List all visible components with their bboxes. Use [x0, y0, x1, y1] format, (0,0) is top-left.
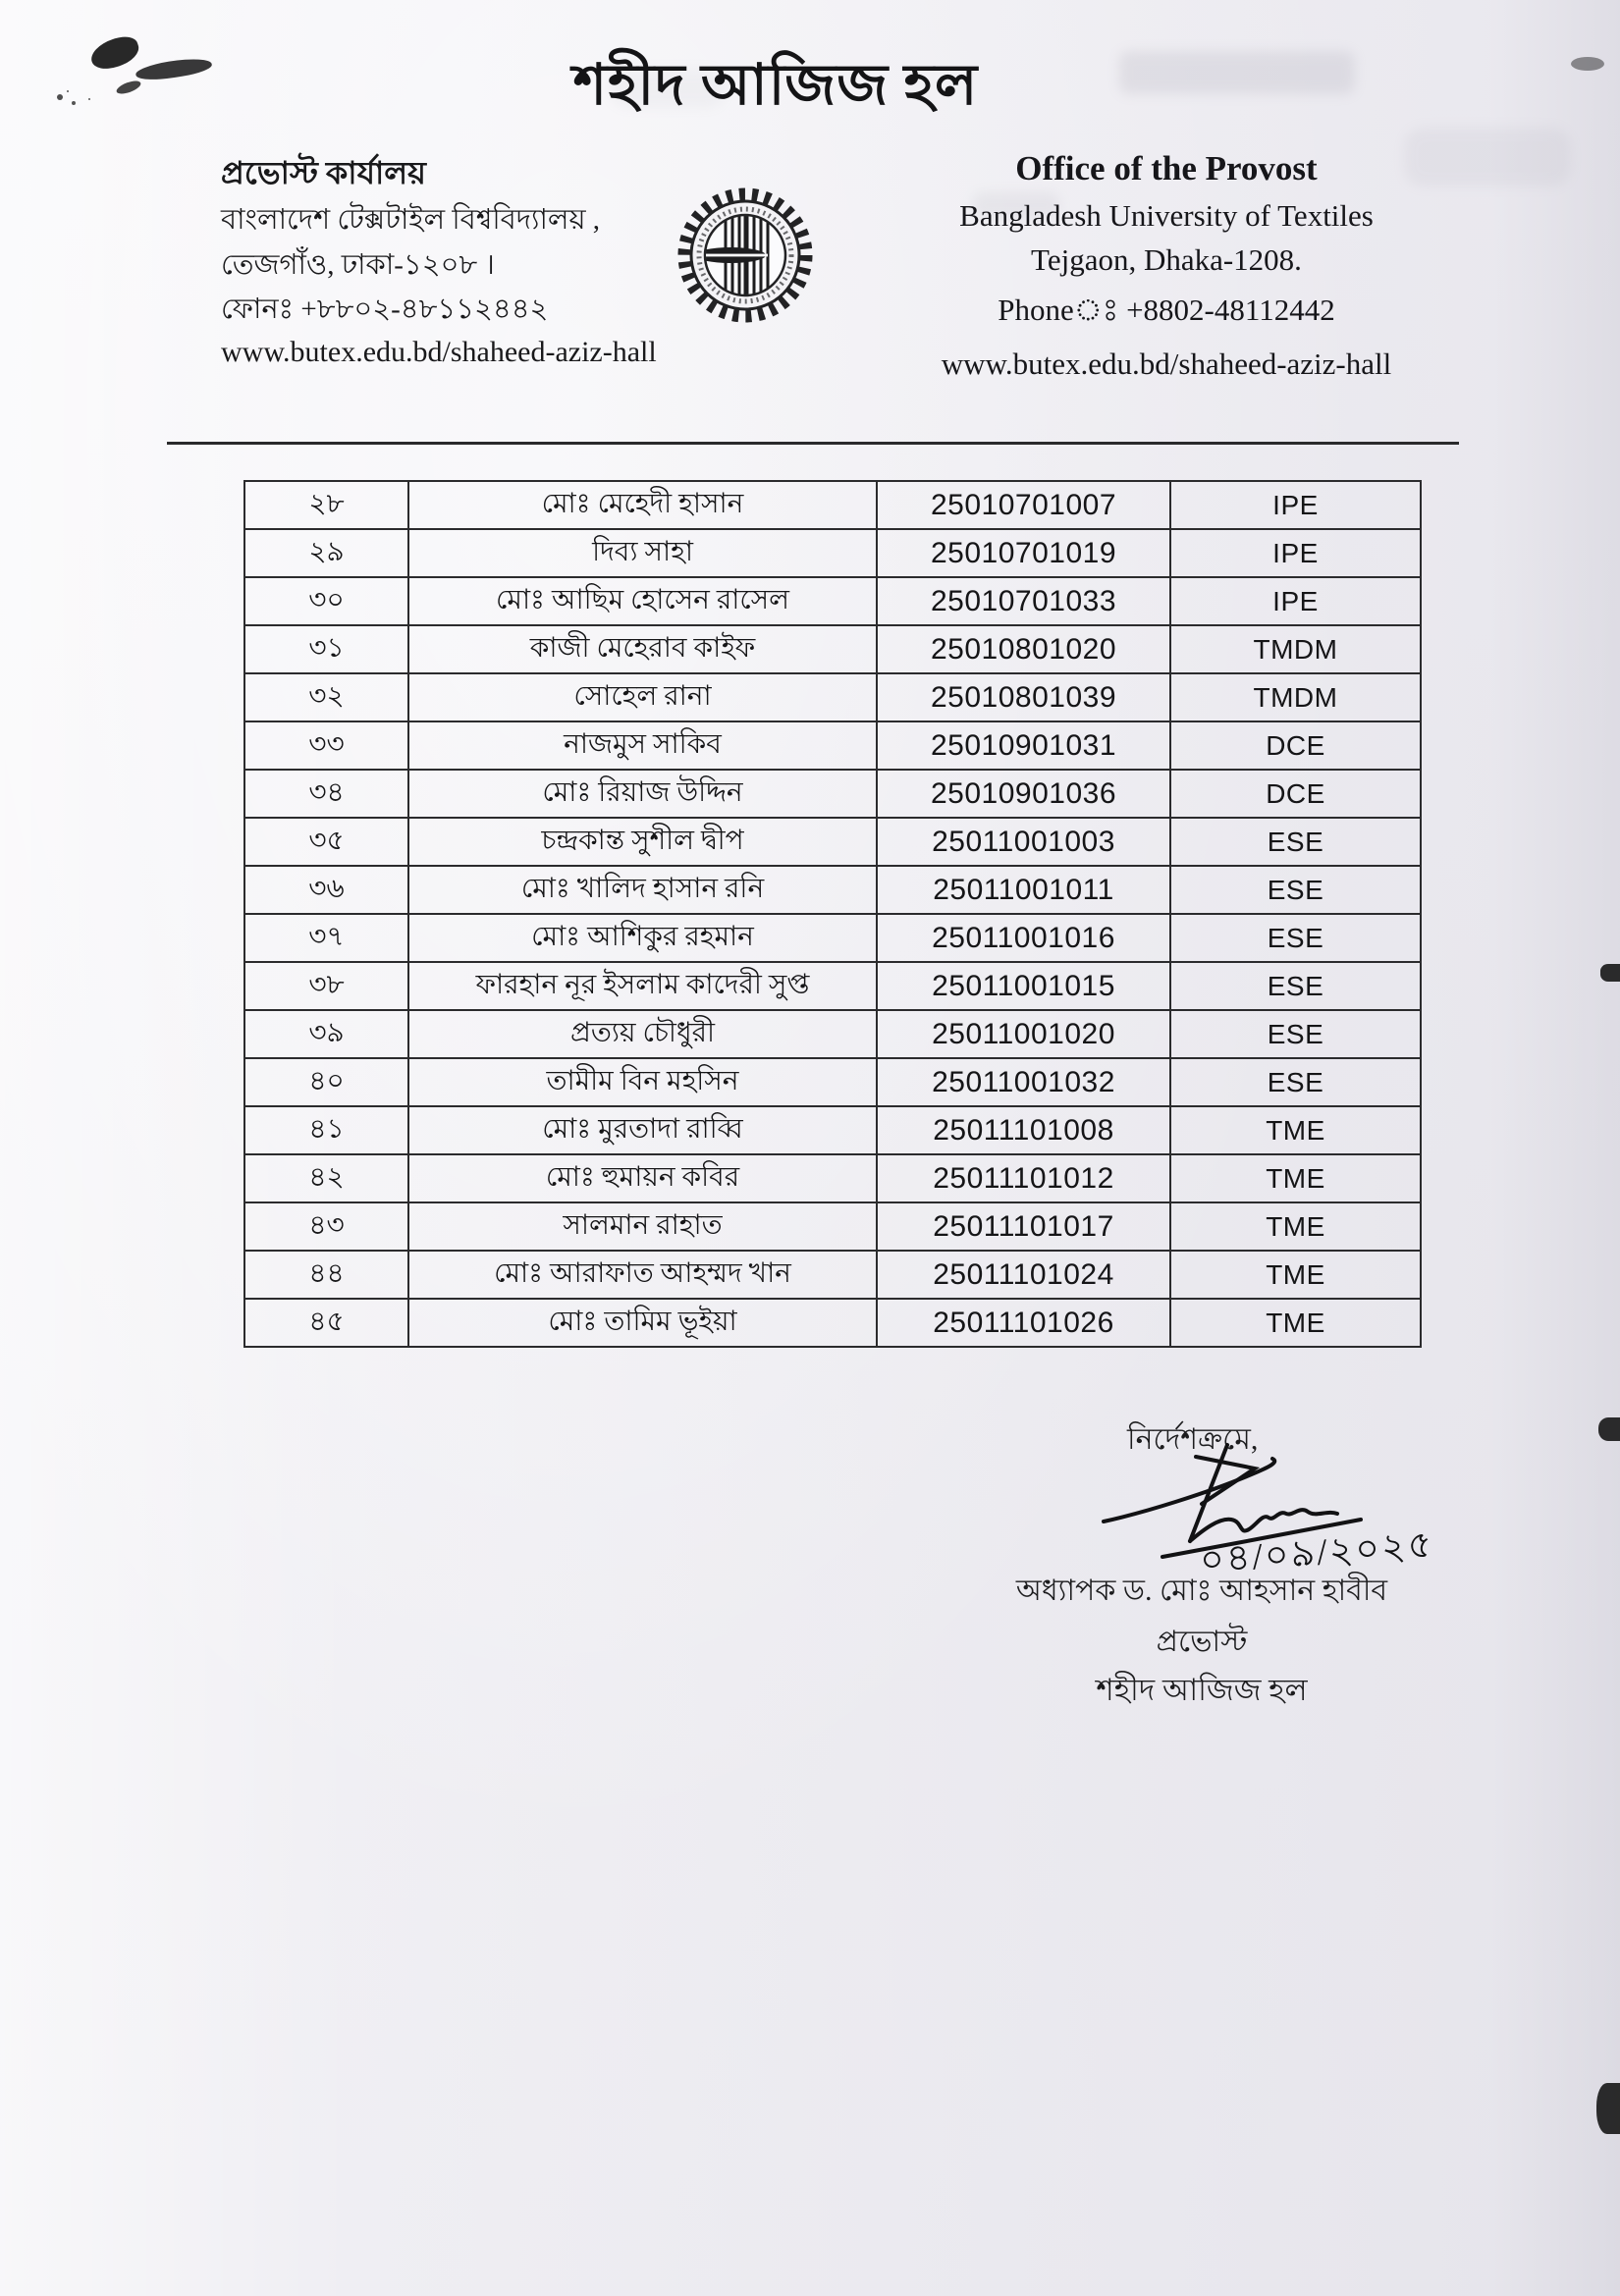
student-id-cell: 25010701007 [877, 481, 1170, 529]
address-bn: তেজগাঁও, ঢাকা-১২০৮ । [221, 249, 495, 281]
serial-cell: ৩২ [244, 673, 408, 721]
provost-office-label-bn: প্রভোস্ট কার্যালয় [221, 155, 426, 190]
website-url: www.butex.edu.bd/shaheed-aziz-hall [221, 336, 657, 368]
university-name-bn: বাংলাদেশ টেক্সটাইল বিশ্ববিদ্যালয় , [221, 204, 601, 236]
table-row [244, 721, 1421, 770]
serial-cell: ৩৪ [244, 770, 408, 818]
dept-cell: IPE [1170, 481, 1421, 529]
name-cell: কাজী মেহেরাব কাইফ [408, 625, 877, 673]
dept-cell: TMDM [1170, 625, 1421, 673]
table-row [244, 818, 1421, 866]
student-id-cell: 25010901036 [877, 770, 1170, 818]
student-id-cell: 25010801039 [877, 673, 1170, 721]
serial-cell: ৪৩ [244, 1202, 408, 1251]
dept-cell: ESE [1170, 1010, 1421, 1058]
header-divider-line [167, 442, 1459, 445]
serial-cell: ৪০ [244, 1058, 408, 1106]
letterhead-left-block [221, 157, 692, 367]
scan-artifact-smudge [1404, 128, 1571, 187]
table-row [244, 866, 1421, 914]
name-cell: মোঃ খালিদ হাসান রনি [408, 866, 877, 914]
dept-cell: TMDM [1170, 673, 1421, 721]
dept-cell: IPE [1170, 529, 1421, 577]
table-row [244, 962, 1421, 1010]
table-row [244, 1299, 1421, 1347]
dept-cell: DCE [1170, 721, 1421, 770]
name-cell: ফারহান নূর ইসলাম কাদেরী সুপ্ত [408, 962, 877, 1010]
student-id-cell: 25011001032 [877, 1058, 1170, 1106]
provost-name: অধ্যাপক ড. মোঃ আহসান হাবীব [1015, 1575, 1388, 1607]
table-row [244, 1154, 1421, 1202]
student-id-cell: 25011001020 [877, 1010, 1170, 1058]
name-cell: মোঃ তামিম ভূইয়া [408, 1299, 877, 1347]
serial-cell: ৩৬ [244, 866, 408, 914]
serial-cell: ৩০ [244, 577, 408, 625]
student-id-cell: 25011001003 [877, 818, 1170, 866]
table-row [244, 529, 1421, 577]
dept-cell: TME [1170, 1154, 1421, 1202]
dept-cell: TME [1170, 1202, 1421, 1251]
name-cell: নাজমুস সাকিব [408, 721, 877, 770]
serial-cell: ৩৯ [244, 1010, 408, 1058]
student-id-cell: 25011101012 [877, 1154, 1170, 1202]
name-cell: দিব্য সাহা [408, 529, 877, 577]
page-title: শহীদ আজিজ হল [572, 53, 979, 117]
dept-cell: ESE [1170, 914, 1421, 962]
letterhead-right-block [931, 149, 1402, 382]
serial-cell: ৩৩ [244, 721, 408, 770]
serial-cell: ৩৮ [244, 962, 408, 1010]
provost-office-label-en: Office of the Provost [1015, 149, 1318, 187]
serial-cell: ৩১ [244, 625, 408, 673]
name-cell: মোঃ হুমায়ন কবির [408, 1154, 877, 1202]
dept-cell: ESE [1170, 962, 1421, 1010]
university-name-en: Bangladesh University of Textiles [959, 198, 1374, 233]
table-row [244, 625, 1421, 673]
name-cell: সালমান রাহাত [408, 1202, 877, 1251]
serial-cell: ৩৫ [244, 818, 408, 866]
serial-cell: ৪১ [244, 1106, 408, 1154]
student-id-cell: 25011101008 [877, 1106, 1170, 1154]
dept-cell: TME [1170, 1251, 1421, 1299]
dept-cell: TME [1170, 1106, 1421, 1154]
table-row [244, 914, 1421, 962]
student-id-cell: 25010901031 [877, 721, 1170, 770]
scan-artifact-edge-mark [1600, 964, 1620, 982]
website-url: www.butex.edu.bd/shaheed-aziz-hall [941, 347, 1392, 381]
student-id-cell: 25011101017 [877, 1202, 1170, 1251]
name-cell: মোঃ আশিকুর রহমান [408, 914, 877, 962]
dept-cell: DCE [1170, 770, 1421, 818]
table-row [244, 673, 1421, 721]
table-row [244, 577, 1421, 625]
serial-cell: ৪৫ [244, 1299, 408, 1347]
name-cell: প্রত্যয় চৌধুরী [408, 1010, 877, 1058]
student-id-cell: 25011001011 [877, 866, 1170, 914]
table-row [244, 770, 1421, 818]
student-roster-table [243, 480, 1422, 1348]
student-id-cell: 25011001016 [877, 914, 1170, 962]
name-cell: মোঃ মেহেদী হাসান [408, 481, 877, 529]
table-row [244, 1251, 1421, 1299]
table-row [244, 1010, 1421, 1058]
scan-artifact-edge-mark [1596, 2083, 1620, 2134]
table-row [244, 1202, 1421, 1251]
student-id-cell: 25011101024 [877, 1251, 1170, 1299]
serial-cell: ২৯ [244, 529, 408, 577]
table-row [244, 481, 1421, 529]
phone-bn: ফোনঃ +৮৮০২-৪৮১১২৪৪২ [221, 294, 549, 325]
table-row [244, 1106, 1421, 1154]
name-cell: মোঃ আছিম হোসেন রাসেল [408, 577, 877, 625]
name-cell: মোঃ রিয়াজ উদ্দিন [408, 770, 877, 818]
table-row [244, 1058, 1421, 1106]
student-id-cell: 25011101026 [877, 1299, 1170, 1347]
butex-emblem-icon [674, 183, 817, 328]
address-en: Tejgaon, Dhaka-1208. [1031, 242, 1302, 277]
dept-cell: ESE [1170, 818, 1421, 866]
name-cell: মোঃ আরাফাত আহম্মদ খান [408, 1251, 877, 1299]
provost-designation: প্রভোস্ট [1156, 1626, 1248, 1658]
student-id-cell: 25011001015 [877, 962, 1170, 1010]
student-id-cell: 25010701019 [877, 529, 1170, 577]
dept-cell: IPE [1170, 577, 1421, 625]
serial-cell: ৩৭ [244, 914, 408, 962]
name-cell: চন্দ্রকান্ত সুশীল দ্বীপ [408, 818, 877, 866]
name-cell: সোহেল রানা [408, 673, 877, 721]
serial-cell: ৪২ [244, 1154, 408, 1202]
dept-cell: ESE [1170, 866, 1421, 914]
scan-artifact-edge-mark [1598, 1417, 1620, 1441]
butex-logo [674, 183, 817, 328]
by-order-text: নির্দেশক্রমে, [1127, 1423, 1259, 1456]
hall-name: শহীদ আজিজ হল [1096, 1673, 1308, 1707]
handwritten-date: ০৪/০৯/২০২৫ [1198, 1523, 1435, 1582]
name-cell: তামীম বিন মহসিন [408, 1058, 877, 1106]
serial-cell: ২৮ [244, 481, 408, 529]
scan-artifact-edge-mark [1571, 57, 1604, 71]
dept-cell: ESE [1170, 1058, 1421, 1106]
serial-cell: ৪৪ [244, 1251, 408, 1299]
name-cell: মোঃ মুরতাদা রাব্বি [408, 1106, 877, 1154]
dept-cell: TME [1170, 1299, 1421, 1347]
phone-en: Phoneঃ +8802-48112442 [998, 293, 1335, 327]
student-id-cell: 25010701033 [877, 577, 1170, 625]
student-id-cell: 25010801020 [877, 625, 1170, 673]
